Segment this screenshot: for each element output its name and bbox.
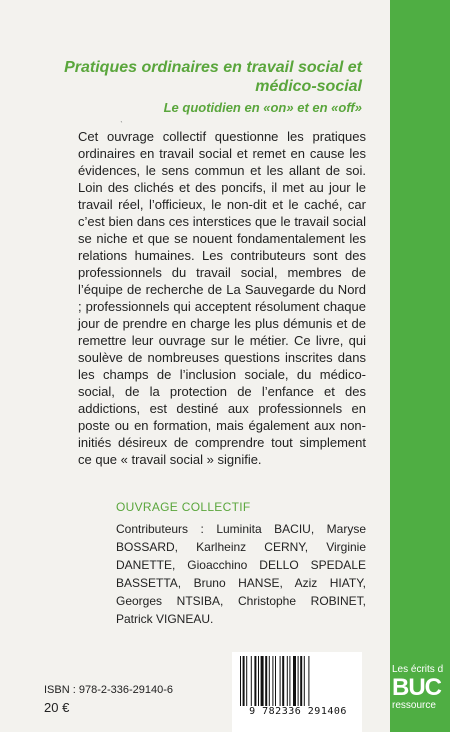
stray-mark: ˋ bbox=[120, 120, 123, 130]
barcode-stripe bbox=[251, 656, 252, 706]
barcode-stripe bbox=[243, 656, 245, 706]
blurb-text: Cet ouvrage collectif questionne les pratiques ordinaires en travail social et remet en cause les évidences, le sens commun et les allant de soi. Loin des clichés et des poncifs, il met au jour le travail réel, l’officieux, le non-dit et le caché, car c’est bien dans ces interstices que le travail social se niche et que se nouent fondamentalement les relations humaines. Les contributeurs sont des professionnels du travail social, membres de l’équipe de recherche de La Sauvegarde du Nord ; professionnels qui acceptent résolument chaque jour de prendre en charge les plus démunis et de remettre leur ouvrage sur le métier. Ce livre, qui soulève de nombreuses questions inscrites dans les champs de l’inclusion sociale, du médico-social, de la protection de l’enfance et des addictions, est destiné aux professionnels en poste ou en formation, mais également aux non-initiés désireux de comprendre tout simplement ce que « travail social » signifie. bbox=[78, 129, 366, 467]
price-text: 20 € bbox=[44, 700, 70, 715]
series-logo bbox=[392, 664, 450, 712]
barcode-stripe bbox=[272, 656, 273, 706]
series-label-top: Les écrits d bbox=[392, 664, 444, 675]
book-title: Pratiques ordinaires en travail social et médico-social bbox=[64, 59, 362, 95]
barcode-stripe bbox=[287, 656, 288, 706]
barcode-stripe bbox=[258, 656, 259, 706]
barcode-stripe bbox=[269, 656, 270, 706]
isbn-text: ISBN : 978-2-336-29140-6 bbox=[44, 684, 174, 696]
barcode-stripe bbox=[282, 656, 284, 706]
barcode-stripe bbox=[293, 656, 296, 706]
series-label-bottom: ressource bbox=[392, 700, 436, 711]
barcode bbox=[232, 652, 362, 732]
barcode-stripe bbox=[298, 656, 299, 706]
barcode-stripe bbox=[275, 656, 276, 706]
series-label-main: BUC bbox=[392, 674, 441, 701]
book-subtitle: Le quotidien en «on» et en «off» bbox=[163, 100, 362, 115]
spine-band bbox=[390, 0, 450, 732]
barcode-bars bbox=[240, 656, 354, 706]
barcode-stripe bbox=[304, 656, 305, 706]
barcode-stripe bbox=[300, 656, 302, 706]
barcode-stripe bbox=[308, 656, 309, 706]
barcode-stripe bbox=[246, 656, 247, 706]
barcode-number: 9 782336 291406 bbox=[249, 706, 347, 717]
barcode-stripe bbox=[289, 656, 290, 706]
section-label: OUVRAGE COLLECTIF bbox=[116, 500, 251, 514]
barcode-stripe bbox=[240, 656, 241, 706]
barcode-stripe bbox=[254, 656, 256, 706]
contributors-list: Contributeurs : Luminita BACIU, Maryse BOSSARD, Karlheinz CERNY, Virginie DANETTE, Gioacchino DELLO SPEDALE BASSETTA, Bruno HANSE, Aziz HIATY, Georges NTSIBA, Christophe ROBINET, Patrick VIGNEAU. bbox=[116, 522, 366, 626]
barcode-stripe bbox=[265, 656, 267, 706]
barcode-stripe bbox=[261, 656, 264, 706]
barcode-stripe bbox=[280, 656, 281, 706]
